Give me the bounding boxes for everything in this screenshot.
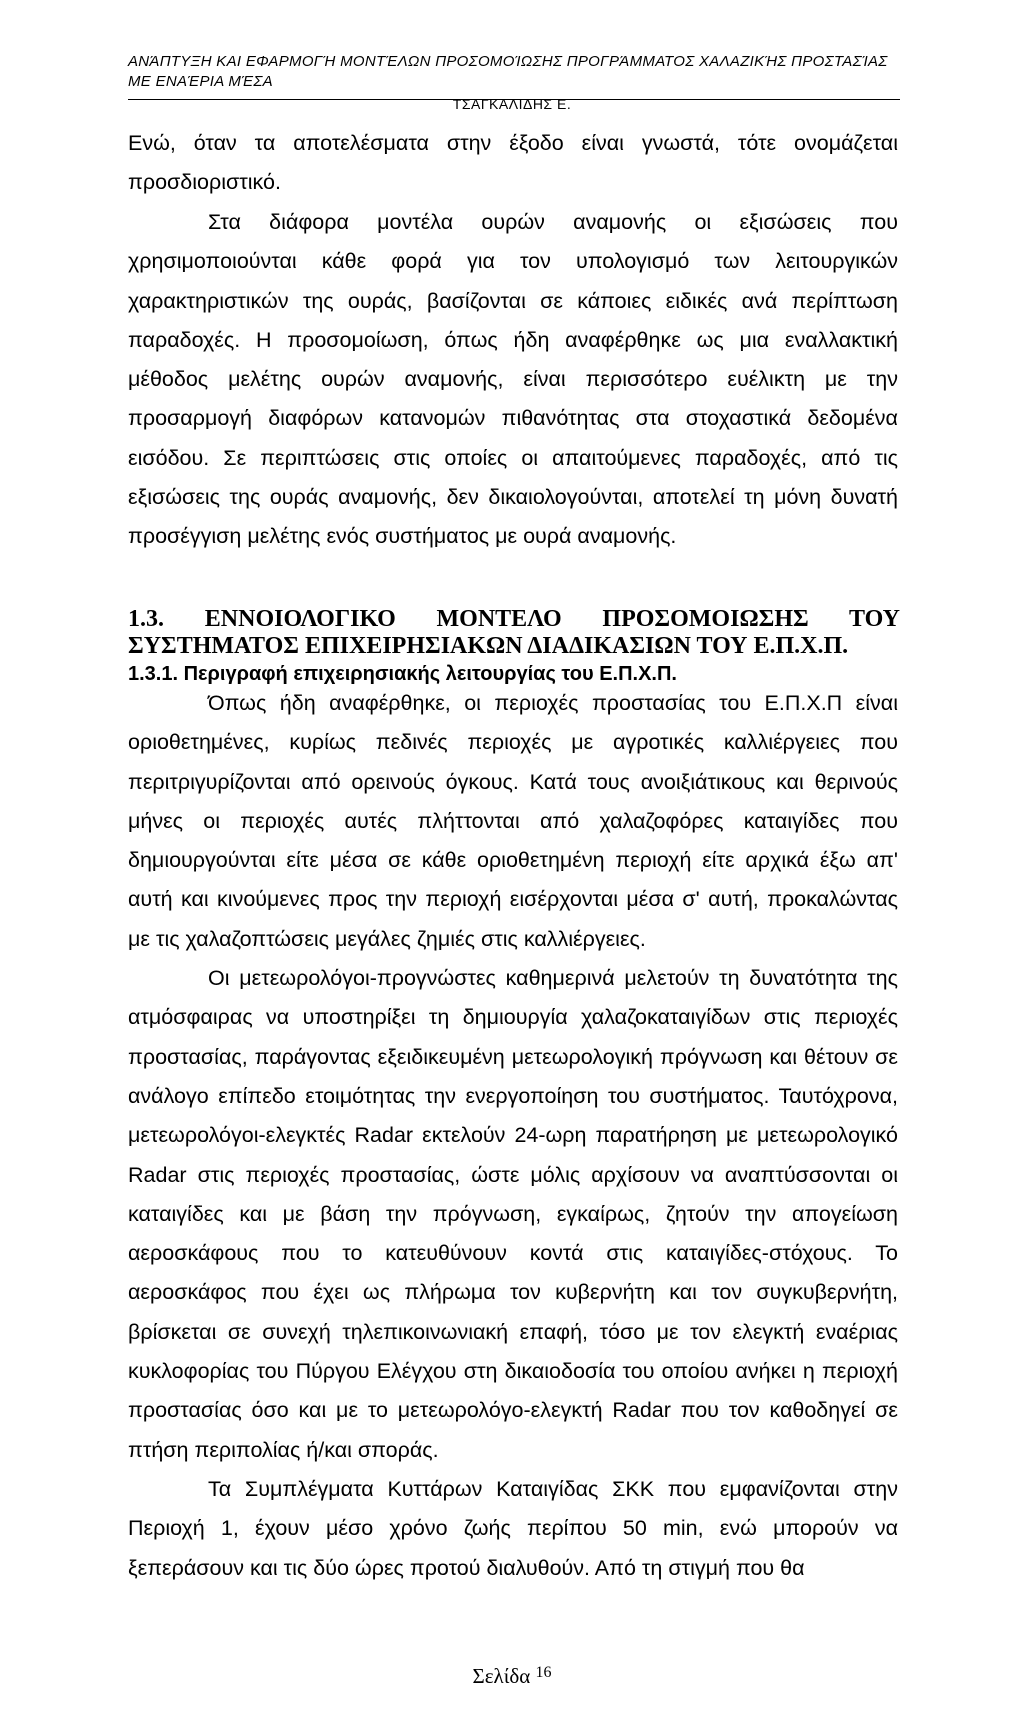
body-block-main [128, 684, 898, 1588]
page-number: 16 [535, 1664, 552, 1681]
page-footer [0, 1664, 1024, 1689]
running-header-author: ΤΣΑΓΚΑΛΙΔΗΣ Ε. [452, 96, 572, 112]
paragraph-5: Τα Συμπλέγματα Κυττάρων Καταιγίδας ΣΚΚ που εμφανίζονται στην Περιοχή 1, έχουν μέσο χρόνο ζωής περίπου 50 min, ενώ μπορούν να ξεπεράσουν και τις δύο ώρες προτού διαλυθούν. Από τη στιγμή που θα [128, 1476, 898, 1580]
body-block-top [128, 124, 898, 203]
paragraph-3: Όπως ήδη αναφέρθηκε, οι περιοχές προστασίας του Ε.Π.Χ.Π είναι οριοθετημένες, κυρίως πεδινές περιοχές με αγροτικές καλλιέργειες που περιτριγυρίζονται από ορεινούς όγκους. Κατά τους ανοιξιάτικους και θερινούς μήνες οι περιοχές αυτές πλήττονται από χαλαζοφόρες καταιγίδες που δημιουργούνται είτε μέσα σε κάθε οριοθετημένη περιοχή είτε αρχικά έξω απ' αυτή και κινούμενες προς την περιοχή εισέρχονται μέσα σ' αυτή, προκαλώντας με τις χαλαζοπτώσεις μεγάλες ζημιές στις καλλιέργειες. [128, 691, 898, 951]
paragraph-2: Στα διάφορα μοντέλα ουρών αναμονής οι εξισώσεις που χρησιμοποιούνται κάθε φορά για τον υπολογισμό των λειτουργικών χαρακτηριστικών της ουράς, βασίζονται σε κάποιες ειδικές ανά περίπτωση παραδοχές. Η προσομοίωση, όπως ήδη αναφέρθηκε ως μια εναλλακτική μέθοδος μελέτης ουρών αναμονής, είναι περισσότερο ευέλικτη με την προσαρμογή διαφόρων κατανομών πιθανότητας στα στοχαστικά δεδομένα εισόδου. Σε περιπτώσεις στις οποίες οι απαιτούμενες παραδοχές, από τις εξισώσεις της ουράς αναμονής, δεν δικαιολογούνται, αποτελεί τη μόνη δυνατή προσέγγιση μελέτης ενός συστήματος με ουρά αναμονής. [128, 210, 898, 549]
subsection-heading: 1.3.1. Περιγραφή επιχειρησιακής λειτουργίας του Ε.Π.Χ.Π. [128, 663, 677, 685]
section-heading-line-2: ΣΥΣΤΗΜΑΤΟΣ ΕΠΙΧΕΙΡΗΣΙΑΚΩΝ ΔΙΑΔΙΚΑΣΙΩΝ ΤΟΥ Ε.Π.Χ.Π. [128, 633, 849, 659]
page-label: Σελίδα [472, 1664, 531, 1688]
section-heading-line-1: 1.3. ΕΝΝΟΙΟΛΟΓΙΚΟ ΜΟΝΤΕΛΟ ΠΡΟΣΟΜΟΙΩΣΗΣ ΤΟΥ [128, 606, 900, 632]
paragraph-4: Οι μετεωρολόγοι-προγνώστες καθημερινά μελετούν τη δυνατότητα της ατμόσφαιρας να υποστηρίξει τη δημιουργία χαλαζοκαταιγίδων στις περιοχές προστασίας, παράγοντας εξειδικευμένη μετεωρολογική πρόγνωση και θέτουν σε ανάλογο επίπεδο ετοιμότητας την ενεργοποίηση του συστήματος. Ταυτόχρονα, μετεωρολόγοι-ελεγκτές Radar εκτελούν 24-ωρη παρατήρηση με μετεωρολογικό Radar στις περιοχές προστασίας, ώστε μόλις αρχίσουν να αναπτύσσονται οι καταιγίδες και με βάση την πρόγνωση, εγκαίρως, ζητούν την απογείωση αεροσκάφους που το κατευθύνουν κοντά στις καταιγίδες-στόχους. Το αεροσκάφος που έχει ως πλήρωμα τον κυβερνήτη και τον συγκυβερνήτη, βρίσκεται σε συνεχή τηλεπικοινωνιακή επαφή, τόσο με τον ελεγκτή εναέριας κυκλοφορίας του Πύργου Ελέγχου στη δικαιοδοσία του οποίου ανήκει η περιοχή προστασίας όσο και με το μετεωρολόγο-ελεγκτή Radar που τον καθοδηγεί σε πτήση περιπολίας ή/και σποράς. [128, 966, 898, 1462]
running-header-title: ΑΝΆΠΤΥΞΗ ΚΑΙ ΕΦΑΡΜΟΓΉ ΜΟΝΤΈΛΩΝ ΠΡΟΣΟΜΟΊΩΣΗΣ ΠΡΟΓΡΆΜΜΑΤΟΣ ΧΑΛΑΖΙΚΉΣ ΠΡΟΣΤΑΣΊΑΣ ΜΕ ΕΝΑΈΡΙΑ ΜΈΣΑ [128, 53, 888, 90]
paragraph-1: Ενώ, όταν τα αποτελέσματα στην έξοδο είναι γνωστά, τότε ονομάζεται προσδιοριστικό. [128, 131, 898, 195]
body-block-queue [128, 203, 898, 557]
